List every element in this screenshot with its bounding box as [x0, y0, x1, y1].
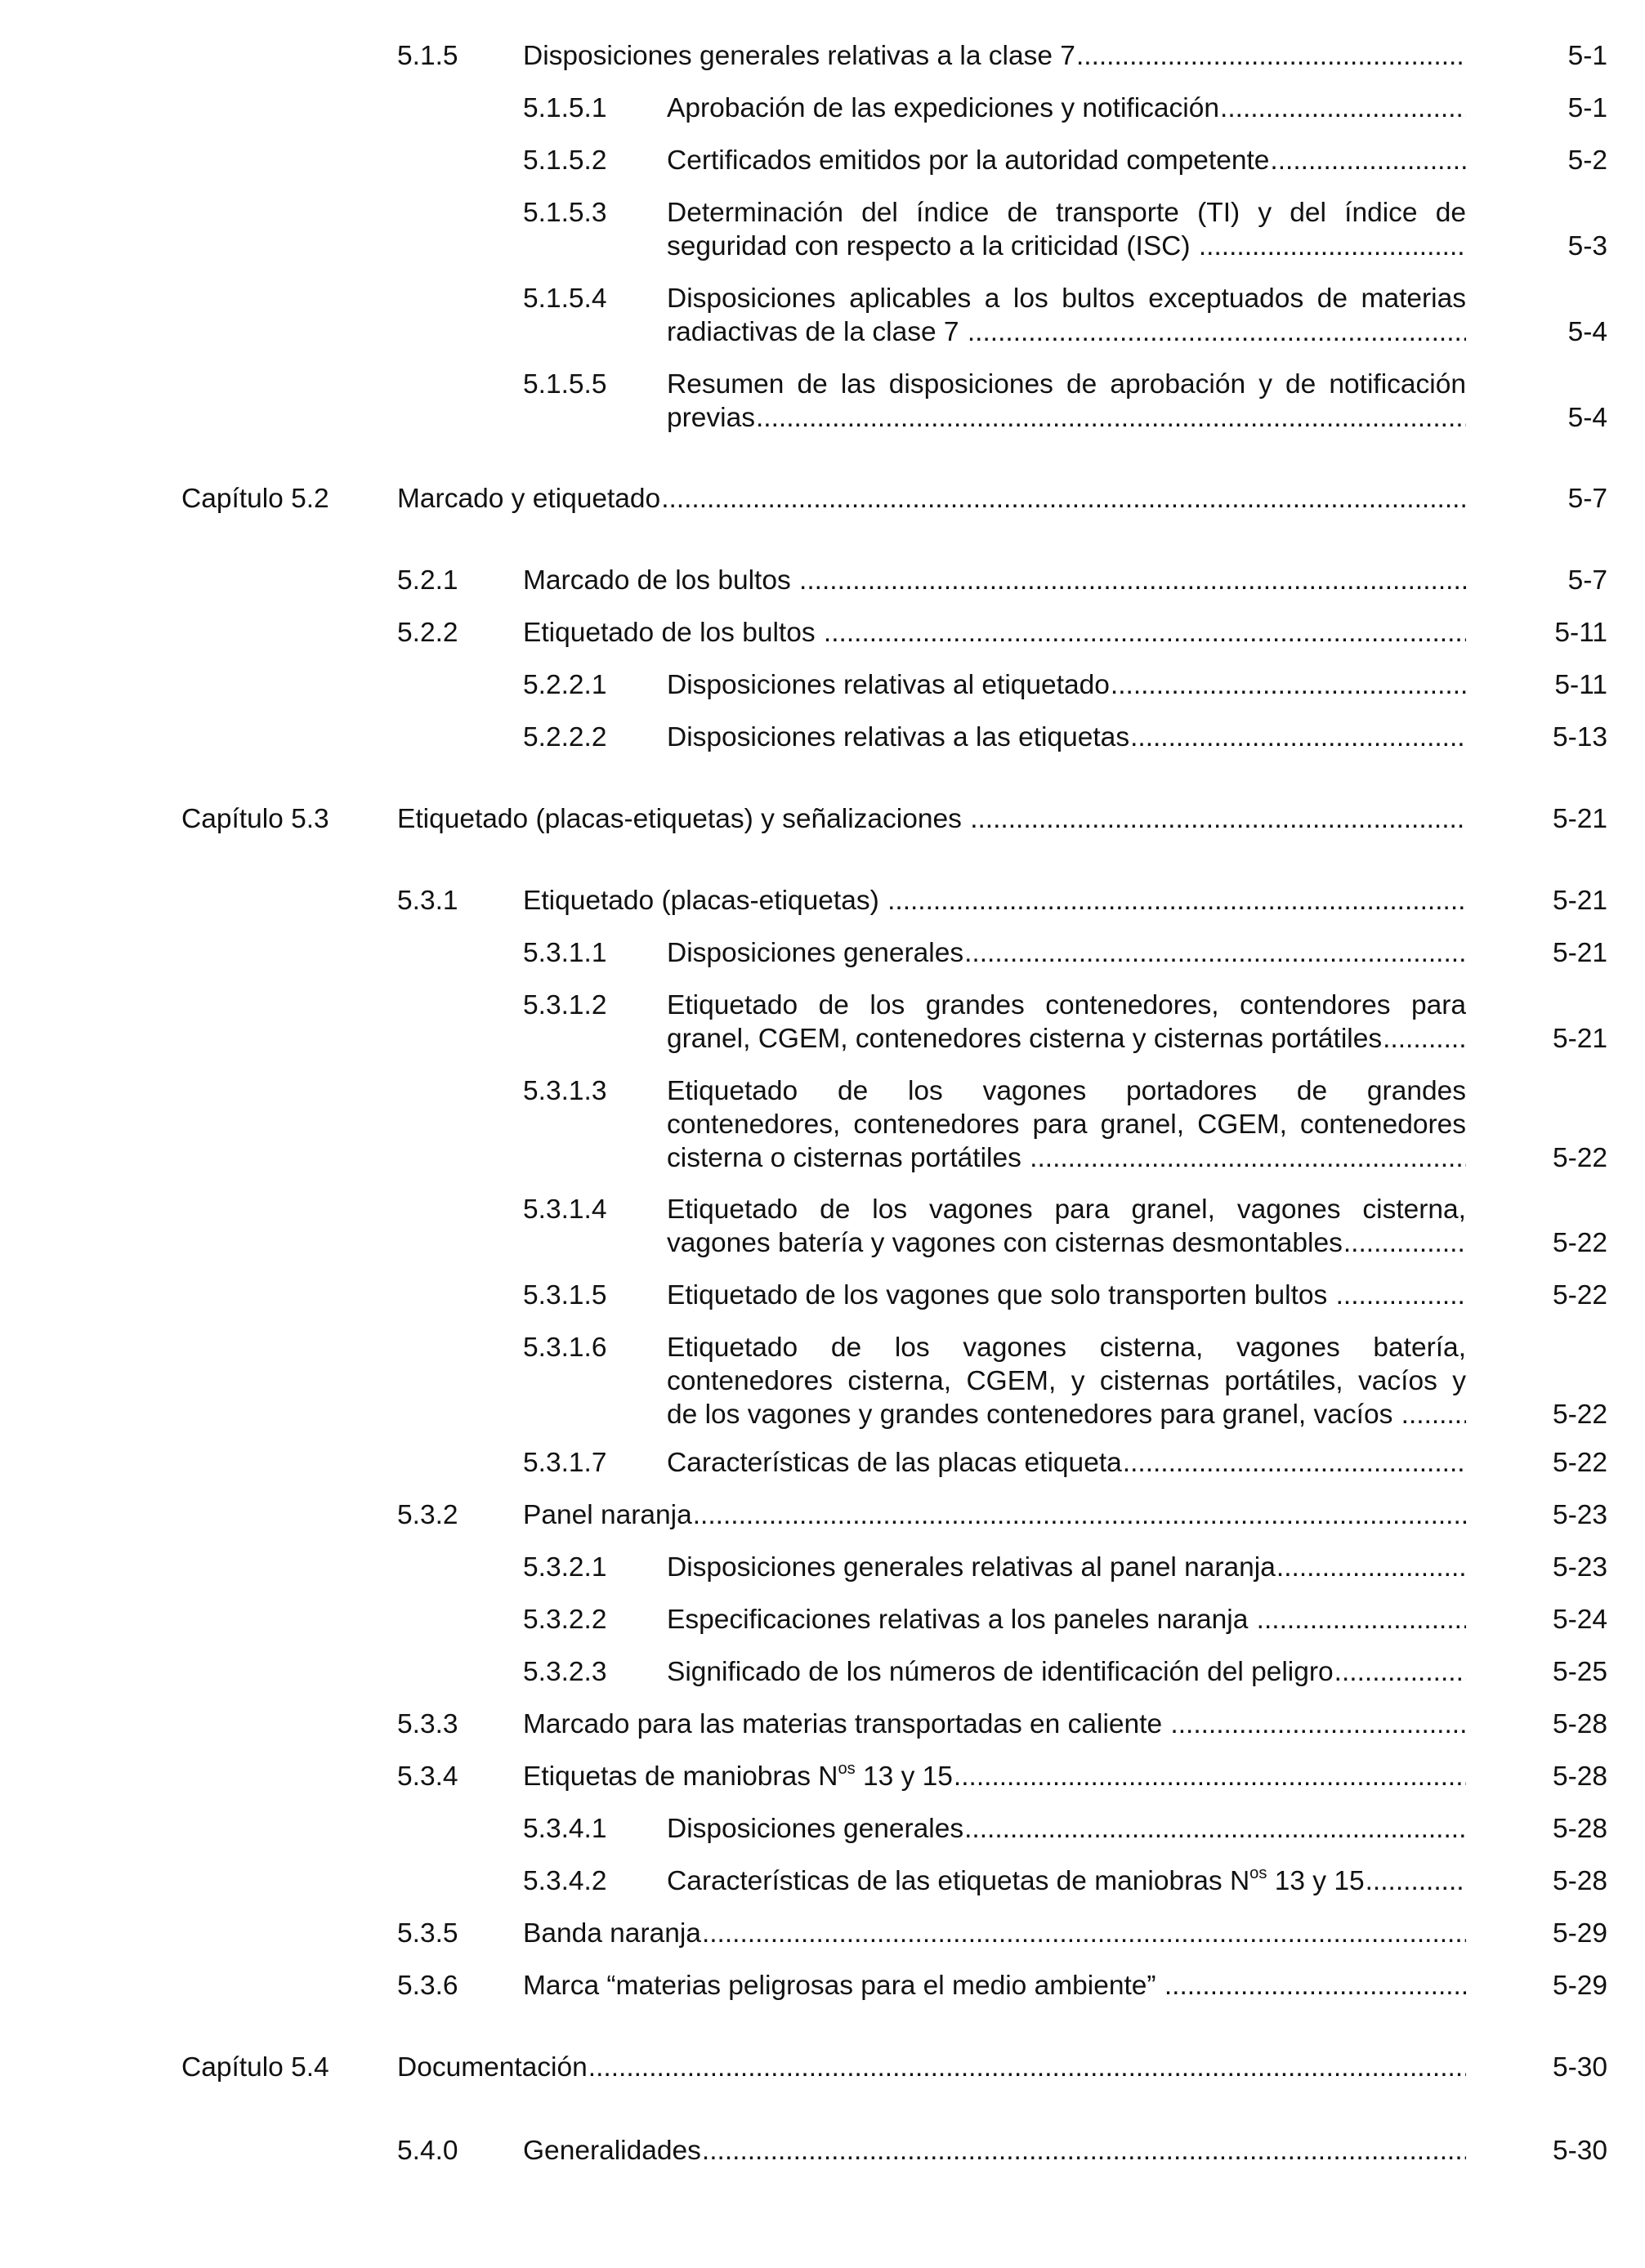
entry-title [667, 1331, 1466, 1431]
section-number: 5.1.5 [397, 41, 458, 71]
page-number: 5-23 [1552, 1500, 1607, 1530]
section-number: 5.1.5.3 [523, 198, 607, 228]
section-number: 5.3.1.4 [523, 1194, 607, 1225]
entry-title-text: Etiquetado de los bultos [523, 618, 823, 648]
chapter-label: Capítulo 5.3 [181, 804, 329, 834]
entry-title [523, 1708, 1466, 1741]
section-number: 5.1.5.4 [523, 284, 607, 314]
page-number: 5-4 [1567, 317, 1607, 347]
entry-title [667, 196, 1466, 263]
section-number: 5.1.5.5 [523, 369, 607, 400]
entry-title [667, 368, 1466, 435]
dot-leader [1123, 1446, 1466, 1480]
section-number: 5.2.2.2 [523, 722, 607, 752]
section-number: 5.3.1.6 [523, 1333, 607, 1363]
dot-leader [1401, 1398, 1466, 1431]
entry-title-text: Disposiciones relativas al etiquetado [667, 670, 1110, 700]
entry-title [667, 1193, 1466, 1260]
page-number: 5-1 [1567, 93, 1607, 123]
dot-leader [1111, 668, 1466, 702]
chapter-label: Capítulo 5.2 [181, 484, 329, 514]
entry-title-text: Disposiciones generales relativas a la clase 7 [523, 41, 1075, 71]
dot-leader [661, 482, 1466, 516]
entry-title [523, 1498, 1466, 1532]
page-number: 5-11 [1554, 618, 1607, 648]
page-number: 5-13 [1552, 722, 1607, 752]
section-number: 5.3.1 [397, 886, 458, 916]
page-number: 5-21 [1552, 1024, 1607, 1054]
section-number: 5.2.1 [397, 565, 458, 596]
entry-title-text: Certificados emitidos por la autoridad competente [667, 145, 1270, 176]
entry-title [667, 1655, 1466, 1689]
entry-title [397, 802, 1466, 836]
dot-leader [1030, 1141, 1466, 1175]
entry-title [523, 2134, 1466, 2168]
dot-leader [693, 1498, 1466, 1532]
section-number: 5.3.1.1 [523, 938, 607, 968]
dot-leader [1164, 1969, 1466, 2002]
page-number: 5-22 [1552, 1143, 1607, 1173]
section-number: 5.3.1.7 [523, 1448, 607, 1478]
section-number: 5.3.4 [397, 1761, 458, 1792]
superscript: os [838, 1760, 856, 1778]
entry-title-text: Disposiciones generales [667, 938, 964, 968]
dot-leader [1170, 1708, 1466, 1741]
entry-title-text: Disposiciones generales relativas al panel naranja [667, 1552, 1276, 1583]
section-number: 5.3.4.2 [523, 1866, 607, 1896]
entry-title-text: Disposiciones relativas a las etiquetas [667, 722, 1130, 752]
page-number: 5-22 [1552, 1280, 1607, 1310]
entry-title-text: Especificaciones relativas a los paneles naranja [667, 1605, 1256, 1635]
entry-title [667, 282, 1466, 349]
page-number: 5-28 [1552, 1814, 1607, 1844]
entry-title-text: Etiquetas de maniobras $N^{os}$ 13 y 15 [523, 1760, 953, 1792]
dot-leader [824, 616, 1466, 650]
section-number: 5.4.0 [397, 2136, 458, 2166]
entry-title-text: Disposiciones generales [667, 1814, 964, 1844]
section-number: 5.3.6 [397, 1971, 458, 2001]
entry-title-line: Disposiciones aplicables a los bultos exceptuados de materias [667, 284, 1466, 314]
entry-title-text: cisterna o cisternas portátiles [667, 1143, 1030, 1173]
section-number: 5.3.4.1 [523, 1814, 607, 1844]
entry-title [667, 144, 1466, 177]
entry-title [667, 1812, 1466, 1846]
entry-title-text: Aprobación de las expediciones y notificación [667, 93, 1220, 123]
page-number: 5-21 [1552, 804, 1607, 834]
entry-title-text: Panel naranja [523, 1500, 692, 1530]
entry-title-line: Determinación del índice de transporte (TI) y del índice de [667, 198, 1466, 228]
entry-title-line: Etiquetado de los grandes contenedores, contendores para [667, 990, 1466, 1020]
section-number: 5.3.3 [397, 1709, 458, 1739]
page-number: 5-22 [1552, 1400, 1607, 1430]
entry-title-text: Etiquetado (placas-etiquetas) [523, 886, 887, 916]
section-number: 5.2.2 [397, 618, 458, 648]
entry-title-text: Marcado de los bultos [523, 565, 799, 596]
entry-title [523, 564, 1466, 597]
entry-title [667, 1864, 1466, 1898]
entry-title-text: Etiquetado (placas-etiquetas) y señalizaciones [397, 804, 970, 834]
entry-title [523, 884, 1466, 917]
entry-title [397, 2051, 1466, 2084]
entry-title [523, 1760, 1466, 1793]
section-number: 5.3.2 [397, 1500, 458, 1530]
section-number: 5.3.2.3 [523, 1657, 607, 1687]
entry-title-text: Características de las placas etiqueta [667, 1448, 1122, 1478]
dot-leader [1076, 39, 1466, 73]
entry-title-line: Etiquetado de los vagones portadores de grandes [667, 1076, 1466, 1106]
page-number: 5-30 [1552, 2052, 1607, 2083]
dot-leader [588, 2051, 1466, 2084]
page-number: 5-23 [1552, 1552, 1607, 1583]
entry-title-line: contenedores cisterna, CGEM, y cisternas portátiles, vacíos y [667, 1366, 1466, 1396]
page-number: 5-2 [1567, 145, 1607, 176]
entry-title-text: Marcado y etiquetado [397, 484, 661, 514]
page-number: 5-11 [1554, 670, 1607, 700]
section-number: 5.1.5.1 [523, 93, 607, 123]
page-number: 5-1 [1567, 41, 1607, 71]
page-number: 5-29 [1552, 1918, 1607, 1949]
entry-title [397, 482, 1466, 516]
dot-leader [702, 1917, 1466, 1950]
superscript: os [1249, 1864, 1267, 1882]
entry-title [667, 668, 1466, 702]
entry-title-text: Marcado para las materias transportadas en caliente [523, 1709, 1170, 1739]
page-number: 5-25 [1552, 1657, 1607, 1687]
entry-title [523, 616, 1466, 650]
page-number: 5-30 [1552, 2136, 1607, 2166]
entry-title-text: Marca “materias peligrosas para el medio ambiente” [523, 1971, 1164, 2001]
section-number: 5.2.2.1 [523, 670, 607, 700]
entry-title [667, 1279, 1466, 1312]
page-number: 5-21 [1552, 886, 1607, 916]
entry-title [667, 989, 1466, 1056]
entry-title [667, 1446, 1466, 1480]
page-number: 5-4 [1567, 403, 1607, 433]
dot-leader [1276, 1551, 1466, 1584]
entry-title-text: granel, CGEM, contenedores cisterna y cisternas portátiles [667, 1024, 1383, 1054]
entry-title [667, 1074, 1466, 1175]
entry-title [667, 721, 1466, 754]
dot-leader [1199, 230, 1466, 263]
page-number: 5-7 [1567, 565, 1607, 596]
dot-leader [799, 564, 1466, 597]
page-number: 5-22 [1552, 1228, 1607, 1258]
page-number: 5-29 [1552, 1971, 1607, 2001]
section-number: 5.1.5.2 [523, 145, 607, 176]
entry-title-line: Etiquetado de los vagones para granel, vagones cisterna, [667, 1194, 1466, 1225]
entry-title-line: contenedores, contenedores para granel, CGEM, contenedores [667, 1109, 1466, 1140]
entry-title [523, 1917, 1466, 1950]
dot-leader [970, 802, 1466, 836]
entry-title [523, 39, 1466, 73]
section-number: 5.3.1.5 [523, 1280, 607, 1310]
section-number: 5.3.2.2 [523, 1605, 607, 1635]
page-number: 5-3 [1567, 231, 1607, 261]
dot-leader [1366, 1864, 1466, 1898]
dot-leader [964, 936, 1466, 970]
entry-title-text: Documentación [397, 2052, 588, 2083]
entry-title-text: seguridad con respecto a la criticidad (ISC) [667, 231, 1198, 261]
page-number: 5-28 [1552, 1709, 1607, 1739]
entry-title [667, 936, 1466, 970]
chapter-label: Capítulo 5.4 [181, 2052, 329, 2083]
entry-title-text: vagones batería y vagones con cisternas desmontables [667, 1228, 1343, 1258]
page-number: 5-28 [1552, 1866, 1607, 1896]
section-number: 5.3.1.2 [523, 990, 607, 1020]
entry-title-text: Generalidades [523, 2136, 701, 2166]
entry-title [667, 1603, 1466, 1636]
dot-leader [954, 1760, 1466, 1793]
entry-title-text: de los vagones y grandes contenedores para granel, vacíos [667, 1400, 1401, 1430]
page-number: 5-24 [1552, 1605, 1607, 1635]
section-number: 5.3.5 [397, 1918, 458, 1949]
entry-title-line: Etiquetado de los vagones cisterna, vagones batería, [667, 1333, 1466, 1363]
section-number: 5.3.2.1 [523, 1552, 607, 1583]
entry-title [667, 1551, 1466, 1584]
entry-title [523, 1969, 1466, 2002]
dot-leader [1334, 1655, 1466, 1689]
dot-leader [968, 315, 1466, 349]
dot-leader [1130, 721, 1466, 754]
dot-leader [964, 1812, 1466, 1846]
section-number: 5.3.1.3 [523, 1076, 607, 1106]
entry-title-text: Significado de los números de identificación del peligro [667, 1657, 1334, 1687]
dot-leader [1270, 144, 1466, 177]
entry-title-text: Etiquetado de los vagones que solo transporten bultos [667, 1280, 1335, 1310]
entry-title-text: radiactivas de la clase 7 [667, 317, 967, 347]
page-number: 5-7 [1567, 484, 1607, 514]
dot-leader [1383, 1022, 1466, 1056]
entry-title-text: Características de las etiquetas de maniobras $N^{os}$ 13 y 15 [667, 1864, 1365, 1896]
page-number: 5-28 [1552, 1761, 1607, 1792]
dot-leader [887, 884, 1466, 917]
entry-title [667, 92, 1466, 125]
entry-title-text: Banda naranja [523, 1918, 701, 1949]
entry-title-text: previas [667, 403, 755, 433]
dot-leader [1343, 1226, 1466, 1260]
dot-leader [702, 2134, 1466, 2168]
page-number: 5-21 [1552, 938, 1607, 968]
dot-leader [1220, 92, 1466, 125]
entry-title-line: Resumen de las disposiciones de aprobación y de notificación [667, 369, 1466, 400]
page-number: 5-22 [1552, 1448, 1607, 1478]
dot-leader [1257, 1603, 1466, 1636]
dot-leader [756, 401, 1466, 435]
dot-leader [1336, 1279, 1466, 1312]
